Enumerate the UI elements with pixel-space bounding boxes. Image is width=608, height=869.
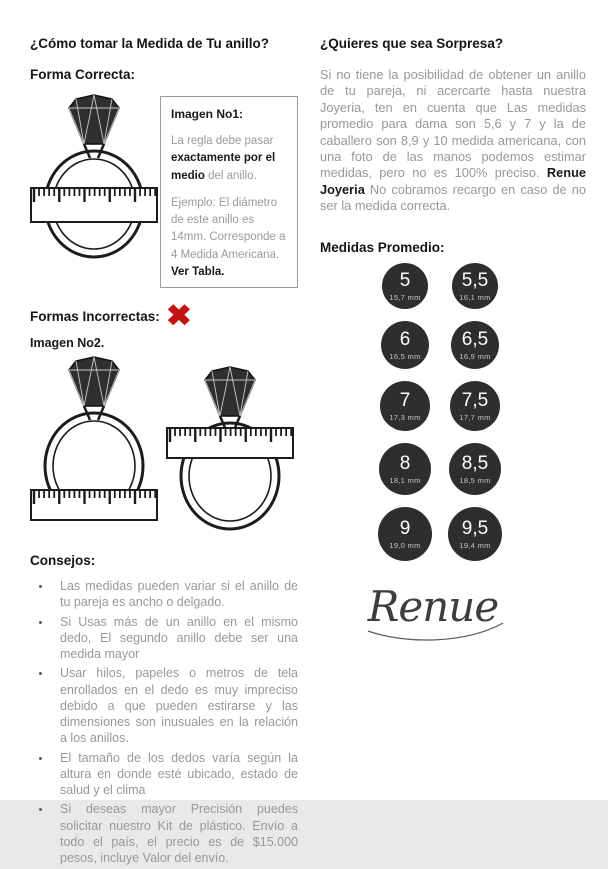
ring-size-circle xyxy=(452,263,498,309)
ring-ruler-middle-illustration xyxy=(30,92,158,267)
size-mm-label: 15,7 mm xyxy=(389,292,421,302)
left-title: ¿Cómo tomar la Medida de Tu anillo? xyxy=(30,36,270,51)
tip-item: • Usar hilos, papeles o metros de tela enrollados en el dedo es muy impreciso debido a que pueden estirarse y las dimensiones son inusuales en la relación a los anillos. xyxy=(52,665,298,746)
average-sizes-title: Medidas Promedio: xyxy=(320,240,445,256)
size-mm-label: 17,7 mm xyxy=(459,412,491,422)
ring-size-circle xyxy=(448,507,502,561)
paragraph-pre: Si no tiene la posibilidad de obtener un anillo de tu pareja, ni acercarte hasta nuestra Joyeria, ten en cuenta que Las medidas promedio para dama son 5,6 y 7 y la de caballero son 8,9 y 10 medida americana, con una foto de las manos podemos estimar medidas, pero no es 100% preciso. xyxy=(320,67,586,181)
ring-size-circle xyxy=(450,381,500,431)
size-mm-label: 17,3 mm xyxy=(389,412,421,422)
left-column xyxy=(30,36,298,869)
imagen1-info-box xyxy=(160,96,298,288)
size-number: 5,5 xyxy=(461,269,489,291)
tips-title: Consejos: xyxy=(30,553,96,568)
right-column xyxy=(320,36,586,654)
size-mm-label: 16,1 mm xyxy=(459,292,491,302)
sizes-grid xyxy=(370,263,586,561)
size-mm-label: 19,4 mm xyxy=(459,540,491,550)
incorrect-measure-figures xyxy=(30,354,298,539)
ring-size-circle xyxy=(378,507,432,561)
imagen1-paragraph-1 xyxy=(171,133,287,185)
ring-ruler-top-illustration xyxy=(166,364,294,539)
size-mm-label: 16,9 mm xyxy=(459,351,491,361)
tip-item: • Si deseas mayor Precisión puedes solicitar nuestro Kit de plástico. Envío a todo el país, el precio es de $15.000 pesos, incluye Valor del envío. xyxy=(52,801,298,866)
size-mm-label: 18,5 mm xyxy=(459,475,491,485)
ring-size-circle xyxy=(449,443,501,495)
tip-item: • El tamaño de los dedos varía según la altura en donde esté ubicado, estado de salud y el clima xyxy=(52,750,298,799)
incorrect-ways-header xyxy=(30,298,298,333)
ring-size-circle xyxy=(379,443,431,495)
right-title: ¿Quieres que sea Sorpresa? xyxy=(320,36,504,51)
ver-tabla-label: Ver Tabla. xyxy=(171,265,225,278)
paragraph-post: No cobramos recargo en caso de no ser la medida correcta. xyxy=(320,181,586,213)
size-mm-label: 18,1 mm xyxy=(389,475,421,485)
tip-item: • Las medidas pueden variar si el anillo de tu pareja es ancho o delgado. xyxy=(52,578,298,611)
imagen2-label: Imagen No2. xyxy=(30,336,105,350)
ring-size-circle xyxy=(382,263,428,309)
imagen1-p1-post: del anillo. xyxy=(204,169,257,182)
logo-text: Renue xyxy=(367,582,499,632)
imagen1-title: Imagen No1: xyxy=(171,107,244,121)
renue-logo xyxy=(338,577,528,654)
size-number: 5 xyxy=(399,269,411,291)
tip-item: • Si Usas más de un anillo en el mismo dedo, El segundo anillo debe ser una medida mayor xyxy=(52,614,298,663)
surprise-paragraph xyxy=(320,67,586,214)
size-number: 7,5 xyxy=(461,389,489,411)
imagen1-p1-pre: La regla debe pasar xyxy=(171,135,274,147)
size-number: 8,5 xyxy=(461,452,489,474)
correct-measure-figure xyxy=(30,92,298,288)
imagen1-p2-text: Ejemplo: El diámetro de este anillo es 14mm. Corresponde a 4 Medida Americana. xyxy=(171,196,286,261)
ring-ruler-bottom-illustration xyxy=(30,354,158,539)
size-number: 9 xyxy=(399,517,411,539)
ring-size-circle xyxy=(451,321,499,369)
imagen1-p1-bold: exactamente por el medio xyxy=(171,152,276,182)
incorrect-way-label: Formas Incorrectas: xyxy=(30,308,160,324)
size-number: 6 xyxy=(399,328,411,350)
size-mm-label: 16,5 mm xyxy=(389,351,421,361)
size-number: 7 xyxy=(399,389,411,411)
size-number: 9,5 xyxy=(461,517,489,539)
size-number: 6,5 xyxy=(461,328,489,350)
logo-subtext: · · · xyxy=(441,633,451,640)
correct-way-label: Forma Correcta: xyxy=(30,67,136,82)
imagen1-paragraph-2 xyxy=(171,195,287,281)
tips-list xyxy=(30,578,298,866)
ring-size-circle xyxy=(381,321,429,369)
brand-name-inline: Renue Joyeria xyxy=(320,165,586,197)
size-mm-label: 19,0 mm xyxy=(389,540,421,550)
size-number: 8 xyxy=(399,452,411,474)
ring-size-circle xyxy=(380,381,430,431)
red-x-icon: ✖ xyxy=(165,298,192,333)
